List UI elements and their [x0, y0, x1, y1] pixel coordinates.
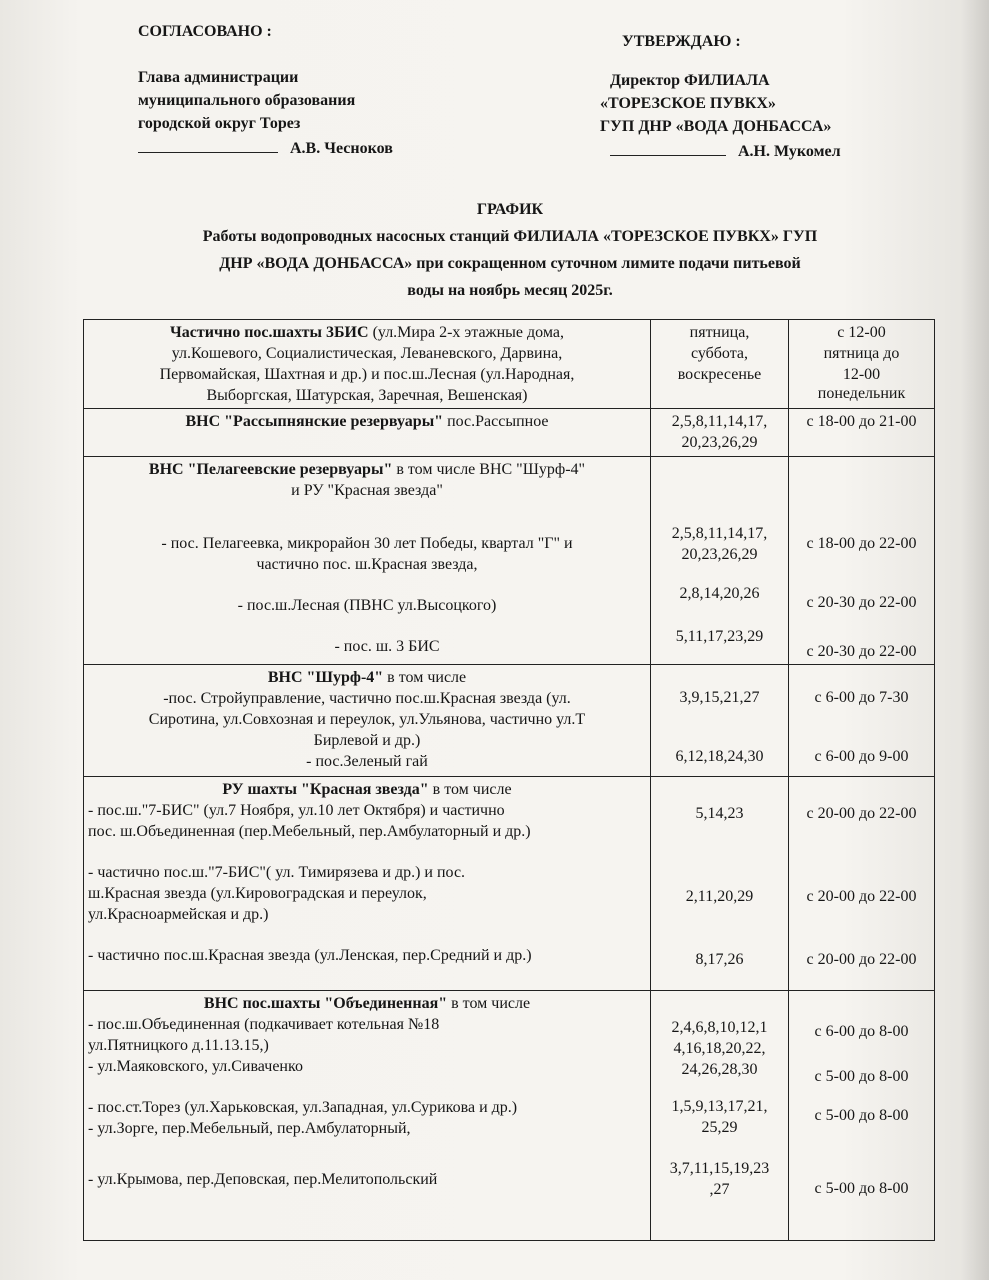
time-cell [789, 320, 935, 409]
time-line: с 20-30 до 22-00 [806, 643, 917, 660]
station-desc: (ул.Мира 2-х этажные дома, [368, 324, 564, 341]
days-cell [651, 991, 789, 1241]
document-title: ГРАФИК [476, 201, 544, 218]
approve-title: УТВЕРЖДАЮ : [622, 33, 741, 50]
time-line: с 5-00 до 8-00 [814, 1107, 909, 1124]
days-line: 25,29 [701, 1119, 738, 1136]
sub-area-line: частично пос. ш.Красная звезда, [256, 556, 478, 573]
approval-block-left [138, 20, 438, 160]
station-name: ВНС пос.шахты "Объединенная" [203, 995, 448, 1012]
time-cell: с 18-00 до 21-00 [789, 409, 935, 457]
days-line: 6,12,18,24,30 [675, 748, 764, 765]
table-row [84, 777, 935, 991]
station-cell [84, 991, 651, 1241]
days-line: 1,5,9,13,17,21, [671, 1098, 768, 1115]
station-desc-line: Сиротина, ул.Совхозная и переулок, ул.Ульянова, частично ул.Т [148, 711, 586, 728]
time-line: с 20-00 до 22-00 [806, 951, 917, 968]
signature-line-right [610, 155, 726, 156]
time-line: понедельник [817, 385, 906, 402]
agreed-title: СОГЛАСОВАНО : [138, 23, 272, 40]
time-cell [789, 665, 935, 777]
station-name: РУ шахты "Красная звезда" [222, 781, 429, 798]
sub-area-line: - частично пос.ш."7-БИС"( ул. Тимирязева и др.) и пос. [88, 864, 466, 881]
sub-area-line: - ул.Маяковского, ул.Сиваченко [88, 1058, 303, 1075]
agreed-signatory: А.В. Чесноков [290, 140, 393, 157]
days-line: 3,9,15,21,27 [679, 689, 760, 706]
time-cell [789, 991, 935, 1241]
sub-area-line: ш.Красная звезда (ул.Кировоградская и переулок, [88, 885, 427, 902]
station-desc: в том числе ВНС "Шурф-4" [392, 461, 586, 478]
time-line: с 20-00 до 22-00 [806, 805, 917, 822]
days-cell [651, 457, 789, 665]
signature-line-left [138, 152, 278, 153]
days-line: 4,16,18,20,22, [673, 1040, 766, 1057]
station-desc: в том числе [428, 781, 512, 798]
sub-area-line: - пос.ш.Объединенная (подкачивает котельная №18 [88, 1016, 440, 1033]
time-line: с 5-00 до 8-00 [814, 1068, 909, 1085]
sub-area-line: - пос. ш. 3 БИС [334, 638, 440, 655]
time-line: с 18-00 до 22-00 [806, 535, 917, 552]
station-cell [84, 777, 651, 991]
approve-signatory: А.Н. Мукомел [738, 143, 841, 160]
table-row [84, 457, 935, 665]
table-row [84, 320, 935, 409]
station-cell [84, 457, 651, 665]
page-edge-shadow [961, 0, 989, 1280]
subtitle-line-2: ДНР «ВОДА ДОНБАССА» при сокращенном суточном лимите подачи питьевой [219, 255, 801, 272]
time-line: с 20-00 до 22-00 [806, 888, 917, 905]
time-line: с 6-00 до 9-00 [814, 748, 909, 765]
time-line: с 6-00 до 7-30 [814, 689, 909, 706]
days-cell [651, 665, 789, 777]
time-line: пятница до [823, 345, 900, 362]
table-row [84, 991, 935, 1241]
days-line: 5,11,17,23,29 [675, 628, 764, 645]
sub-area-line: - пос. Пелагеевка, микрорайон 30 лет Победы, квартал "Г" и [161, 535, 573, 552]
days-line: 2,5,8,11,14,17, [671, 525, 768, 542]
station-desc-line: и РУ "Красная звезда" [291, 482, 443, 499]
days-line: 5,14,23 [695, 805, 744, 822]
time-line: с 6-00 до 8-00 [814, 1023, 909, 1040]
time-line: с 5-00 до 8-00 [814, 1180, 909, 1197]
station-desc-line: Выборгская, Шатурская, Заречная, Вешенская) [206, 387, 528, 404]
time-line: с 20-30 до 22-00 [806, 594, 917, 611]
days-line: 3,7,11,15,19,23 [669, 1160, 770, 1177]
station-cell [84, 409, 651, 457]
station-name: Частично пос.шахты 3БИС [170, 324, 369, 341]
days-line: 2,8,14,20,26 [679, 585, 760, 602]
time-cell [789, 777, 935, 991]
station-desc: пос.Рассыпное [443, 413, 549, 430]
station-name: ВНС "Шурф-4" [267, 669, 384, 686]
sub-area-line: - пос.ш.Лесная (ПВНС ул.Высоцкого) [237, 597, 497, 614]
days-line: 24,26,28,30 [681, 1061, 758, 1078]
days-line: воскресенье [677, 366, 762, 383]
days-line: 2,5,8,11,14,17, [671, 413, 768, 430]
subtitle-line-3: воды на ноябрь месяц 2025г. [407, 282, 613, 299]
table-row [84, 409, 935, 457]
sub-area-line: - пос.ш."7-БИС" (ул.7 Ноября, ул.10 лет Октября) и частично [88, 802, 505, 819]
days-cell [651, 409, 789, 457]
approve-line-2: «ТОРЕЗСКОЕ ПУВКХ» [600, 95, 776, 112]
sub-area-line: - ул.Зорге, пер.Мебельный, пер.Амбулаторный, [88, 1120, 411, 1137]
days-cell [651, 320, 789, 409]
subtitle-line-1: Работы водопроводных насосных станций ФИЛИАЛА «ТОРЕЗСКОЕ ПУВКХ» ГУП [202, 228, 818, 245]
days-line: ,27 [709, 1181, 730, 1198]
days-line: 8,17,26 [695, 951, 744, 968]
schedule-table [83, 319, 935, 1241]
sub-area-line: - частично пос.ш.Красная звезда (ул.Ленская, пер.Средний и др.) [88, 947, 532, 964]
station-desc: в том числе [383, 669, 467, 686]
agreed-line-2: муниципального образования [138, 92, 356, 109]
time-line: с 12-00 [837, 324, 886, 341]
station-name: ВНС "Пелагеевские резервуары" [148, 461, 393, 478]
station-desc-line: ул.Кошевого, Социалистическая, Леваневского, Дарвина, [171, 345, 563, 362]
days-cell [651, 777, 789, 991]
agreed-line-1: Глава администрации [138, 69, 299, 86]
station-desc-line: Первомайская, Шахтная и др.) и пос.ш.Лесная (ул.Народная, [159, 366, 575, 383]
station-desc-line: -пос. Стройуправление, частично пос.ш.Красная звезда (ул. [163, 690, 571, 707]
sub-area-line: ул.Пятницкого д.11.13.15,) [88, 1037, 269, 1054]
days-line: 20,23,26,29 [681, 546, 758, 563]
station-name: ВНС "Рассыпнянские резервуары" [185, 413, 444, 430]
table-row [84, 665, 935, 777]
time-cell [789, 457, 935, 665]
days-line: 20,23,26,29 [681, 434, 758, 451]
approve-line-1: Директор ФИЛИАЛА [610, 72, 770, 89]
time-line: 12-00 [842, 366, 881, 383]
sub-area-line: пос. ш.Объединенная (пер.Мебельный, пер.Амбулаторный и др.) [88, 823, 531, 840]
sub-area-line: ул.Красноармейская и др.) [88, 906, 269, 923]
days-line: 2,11,20,29 [685, 888, 754, 905]
station-desc-line: Бирлевой и др.) [313, 732, 421, 749]
days-line: пятница, [689, 324, 750, 341]
agreed-line-3: городской округ Торез [138, 115, 301, 132]
days-line: 2,4,6,8,10,12,1 [671, 1019, 768, 1036]
station-cell [84, 320, 651, 409]
station-cell [84, 665, 651, 777]
station-desc: в том числе [447, 995, 531, 1012]
document-title-block [120, 196, 900, 304]
days-line: суббота, [690, 345, 749, 362]
approve-line-3: ГУП ДНР «ВОДА ДОНБАССА» [600, 118, 832, 135]
sub-area-line: - пос.ст.Торез (ул.Харьковская, ул.Западная, ул.Сурикова и др.) [88, 1099, 518, 1116]
sub-area-line: - ул.Крымова, пер.Деповская, пер.Мелитопольский [88, 1171, 438, 1188]
sub-area-line: - пос.Зеленый гай [306, 753, 428, 770]
approval-block-right [600, 30, 900, 163]
